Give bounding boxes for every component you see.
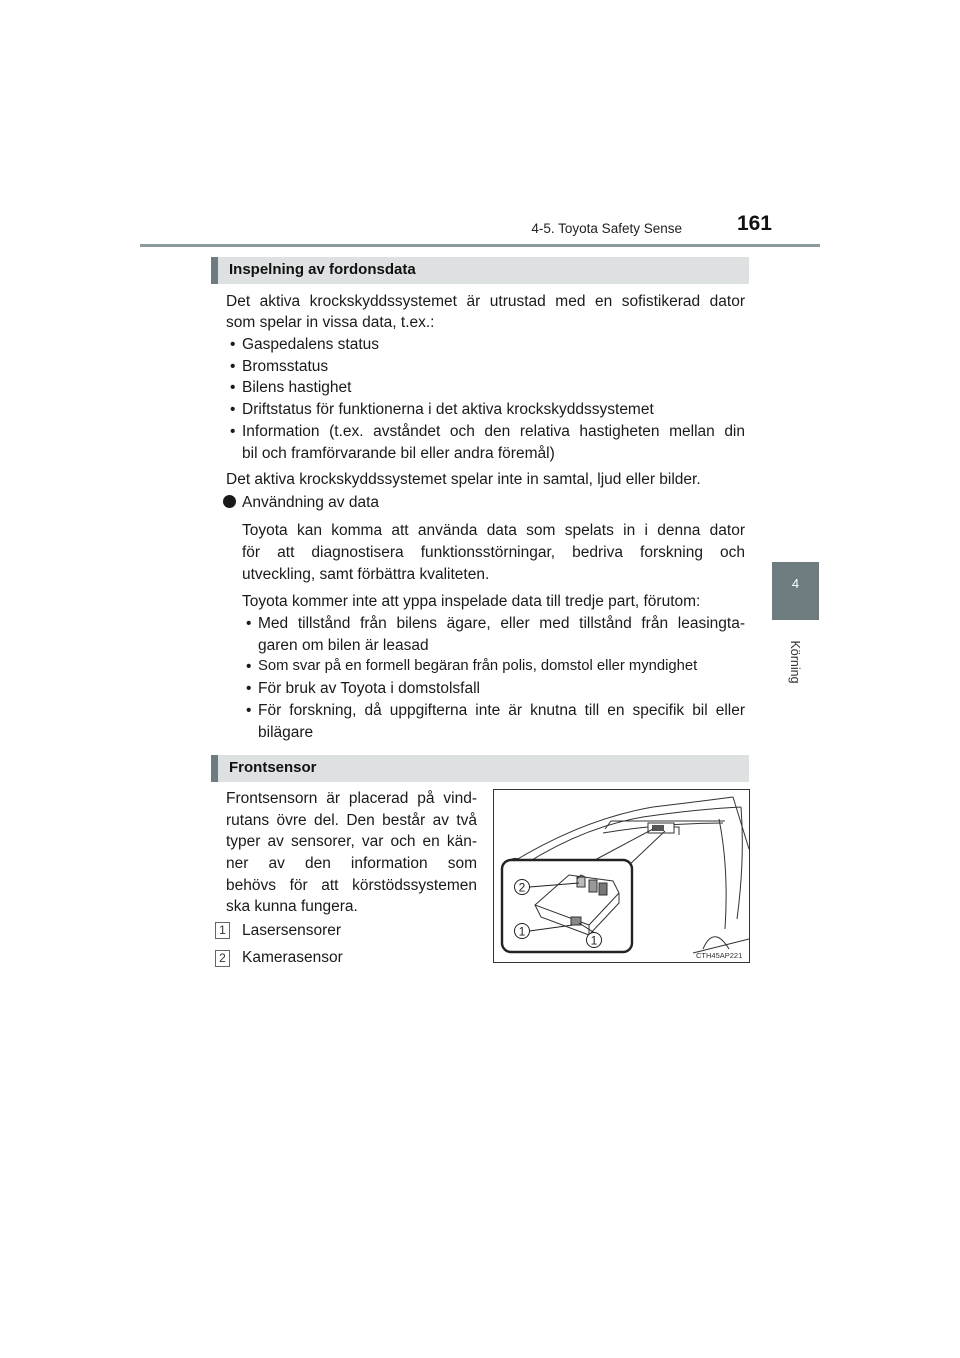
data-use-heading: Användning av data	[242, 494, 380, 511]
callout-1-right-label: 1	[590, 933, 598, 948]
bullet-throttle: Gaspedalens status	[242, 336, 380, 353]
bullet-information-line-1: Information (t.ex. avståndet och den relativa hastigheten mellan din	[242, 423, 745, 440]
front-sensor-desc-line-3: typer av sensorer, var och en kän-	[226, 833, 477, 850]
data-use-para1-line-1: Toyota kan komma att använda data som spelats in i denna dator	[242, 522, 745, 539]
bullet-brake: Bromsstatus	[242, 358, 329, 375]
bullet-marker: •	[246, 658, 252, 675]
item-number-box: 2	[215, 950, 230, 967]
bullet-marker: •	[246, 702, 252, 719]
section-heading-front-sensor-text: Frontsensor	[229, 759, 317, 776]
section-heading-recording	[211, 257, 749, 284]
item-number-box: 1	[215, 922, 230, 939]
no-record-statement: Det aktiva krockskyddssystemet spelar inte in samtal, ljud eller bilder.	[226, 471, 701, 488]
intro-line-2: som spelar in vissa data, t.ex.:	[226, 314, 435, 331]
data-use-bullet2: Som svar på en formell begäran från polis, domstol eller myndighet	[258, 658, 698, 674]
data-use-para2: Toyota kommer inte att yppa inspelade data till tredje part, förutom:	[242, 593, 701, 610]
section-heading-recording-text: Inspelning av fordonsdata	[229, 261, 416, 278]
front-sensor-desc-line-4: ner av den information som	[226, 855, 477, 872]
bullet-marker: •	[246, 680, 252, 697]
page-number: 161	[736, 212, 772, 235]
bullet-marker: •	[246, 615, 252, 632]
data-use-bullet4-line-2: bilägare	[258, 724, 314, 741]
callout-1-left-label: 1	[518, 924, 526, 939]
bullet-marker: •	[230, 358, 236, 375]
header-rule	[140, 244, 820, 247]
chapter-tab-number: 4	[791, 576, 800, 591]
front-sensor-desc-line-1: Frontsensorn är placerad på vind-	[226, 790, 477, 807]
chapter-tab-title	[780, 632, 810, 692]
front-sensor-desc-line-6: ska kunna fungera.	[226, 898, 358, 915]
intro-line-1: Det aktiva krockskyddssystemet är utrustad med en sofistikerad dator	[226, 293, 745, 310]
data-use-bullet3: För bruk av Toyota i domstolsfall	[258, 680, 480, 697]
bullet-operation-status: Driftstatus för funktionerna i det aktiva krockskyddssystemet	[242, 401, 654, 418]
item-laser-sensors: Lasersensorer	[242, 922, 342, 939]
bullet-marker: •	[230, 379, 236, 396]
bullet-information-line-2: bil och framförvarande bil eller andra föremål)	[242, 445, 555, 462]
section-heading-front-sensor	[211, 755, 749, 782]
data-use-para1-line-2: för att diagnostisera funktionsstörningar, bedriva forskning och	[242, 544, 745, 561]
data-use-bullet1-line-2: garen om bilen är leasad	[258, 637, 429, 654]
bullet-marker: •	[230, 336, 236, 353]
front-sensor-desc-line-5: behövs för att körstödssystemen	[226, 877, 477, 894]
data-use-para1-line-3: utveckling, samt förbättra kvaliteten.	[242, 566, 490, 583]
callout-2-label: 2	[518, 880, 526, 895]
front-sensor-illustration	[493, 789, 750, 963]
chapter-tab-title-text: Körning	[788, 640, 802, 684]
bullet-marker: •	[230, 401, 236, 418]
figure-code: CTH45AP221	[696, 951, 743, 960]
front-sensor-desc-line-2: rutans övre del. Den består av två	[226, 812, 477, 829]
chapter-tab	[772, 562, 819, 620]
item-camera-sensor: Kamerasensor	[242, 949, 343, 966]
data-use-bullet4-line-1: För forskning, då uppgifterna inte är knutna till en specifik bil eller	[258, 702, 745, 719]
circle-bullet-icon	[223, 495, 236, 508]
bullet-marker: •	[230, 423, 236, 440]
running-header-section: 4-5. Toyota Safety Sense	[531, 221, 682, 236]
bullet-speed: Bilens hastighet	[242, 379, 352, 396]
data-use-bullet1-line-1: Med tillstånd från bilens ägare, eller med tillstånd från leasingta-	[258, 615, 745, 632]
